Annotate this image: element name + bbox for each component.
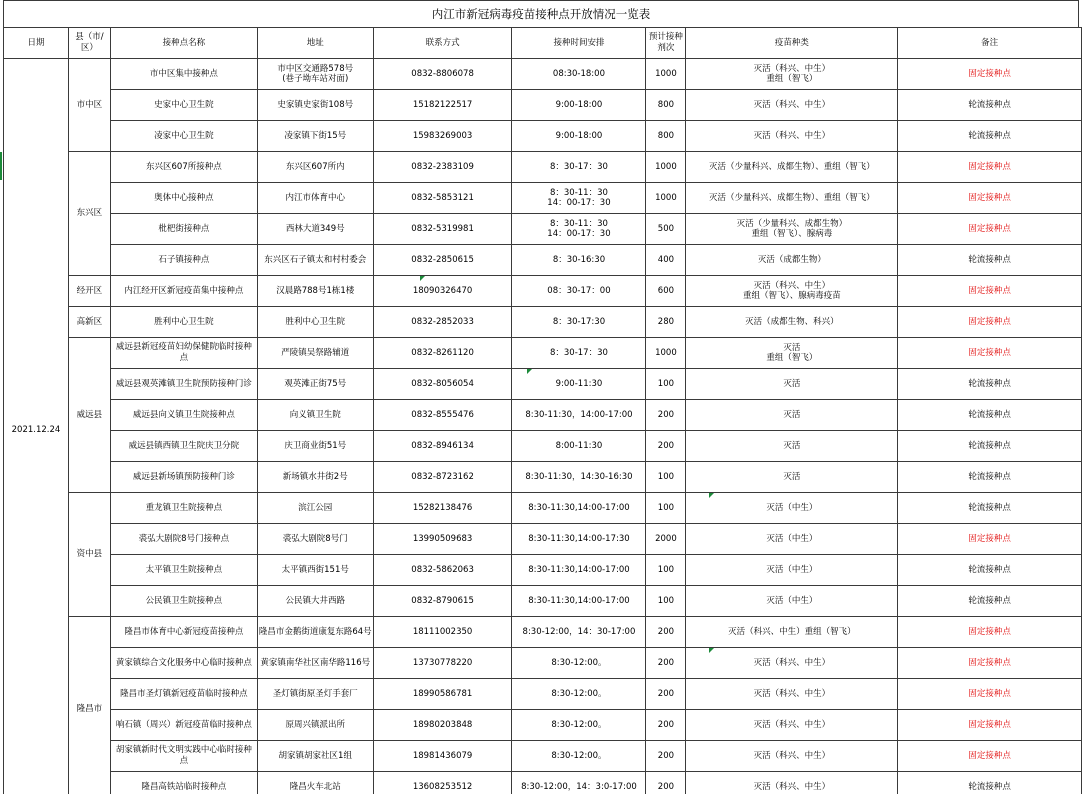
site-name-cell[interactable]: 太平镇卫生院接种点 (110, 555, 257, 586)
address-cell[interactable]: 庆卫商业街51号 (257, 431, 373, 462)
remark-cell[interactable]: 轮流接种点 (898, 245, 1082, 276)
site-name-cell[interactable]: 胜利中心卫生院 (110, 307, 257, 338)
time-cell[interactable]: 8：30-11：30 14：00-17：30 (512, 214, 646, 245)
site-name-cell[interactable]: 威远县镇西镇卫生院庆卫分院 (110, 431, 257, 462)
site-name-cell[interactable]: 隆昌市体育中心新冠疫苗接种点 (110, 617, 257, 648)
address-cell[interactable]: 凌家镇下街15号 (257, 121, 373, 152)
address-cell[interactable]: 胜利中心卫生院 (257, 307, 373, 338)
vaccine-cell[interactable]: 灭活（中生） (686, 586, 898, 617)
header-date[interactable]: 日期 (4, 28, 69, 59)
doses-cell[interactable]: 1000 (646, 183, 686, 214)
vaccine-cell[interactable]: 灭活（科兴、中生） (686, 741, 898, 772)
header-time[interactable]: 接种时间安排 (512, 28, 646, 59)
address-cell[interactable]: 汉晨路788号1栋1楼 (257, 276, 373, 307)
header-doses[interactable]: 预计接种剂次 (646, 28, 686, 59)
county-cell[interactable]: 经开区 (68, 276, 110, 307)
vaccine-cell[interactable]: 灭活（科兴、中生） 重组（智飞） (686, 59, 898, 90)
vaccine-cell[interactable]: 灭活（中生） (686, 555, 898, 586)
remark-cell[interactable]: 固定接种点 (898, 524, 1082, 555)
table-row (4, 276, 1082, 307)
doses-cell[interactable]: 500 (646, 214, 686, 245)
remark-cell[interactable]: 轮流接种点 (898, 555, 1082, 586)
doses-cell[interactable]: 100 (646, 586, 686, 617)
address-cell[interactable]: 圣灯镇街原圣灯手套厂 (257, 679, 373, 710)
table-row (4, 772, 1082, 794)
address-cell[interactable]: 向义镇卫生院 (257, 400, 373, 431)
doses-cell[interactable]: 200 (646, 679, 686, 710)
time-cell[interactable]: 8:30-12:00。 (512, 648, 646, 679)
address-cell[interactable]: 隆昌火车北站 (257, 772, 373, 794)
doses-cell[interactable]: 200 (646, 431, 686, 462)
time-cell[interactable]: 9:00-18:00 (512, 121, 646, 152)
site-name-cell[interactable]: 威远县新场镇预防接种门诊 (110, 462, 257, 493)
site-name-cell[interactable]: 黄家镇综合文化服务中心临时接种点 (110, 648, 257, 679)
phone-cell[interactable]: 15182122517 (373, 90, 512, 121)
time-cell[interactable]: 08：30-17：00 (512, 276, 646, 307)
table-row (4, 524, 1082, 555)
phone-cell[interactable]: 0832-2850615 (373, 245, 512, 276)
site-name-cell[interactable]: 威远县向义镇卫生院接种点 (110, 400, 257, 431)
site-name-cell[interactable]: 重龙镇卫生院接种点 (110, 493, 257, 524)
county-cell[interactable]: 东兴区 (68, 152, 110, 276)
vaccine-cell[interactable]: 灭活 (686, 400, 898, 431)
phone-cell[interactable]: 0832-2852033 (373, 307, 512, 338)
time-cell[interactable]: 8:30-12:00，14：30-17:00 (512, 617, 646, 648)
address-cell[interactable]: 原周兴镇派出所 (257, 710, 373, 741)
address-cell[interactable]: 裘弘大剧院8号门 (257, 524, 373, 555)
phone-cell[interactable]: 0832-8261120 (373, 338, 512, 369)
site-name-cell[interactable]: 内江经开区新冠疫苗集中接种点 (110, 276, 257, 307)
site-name-cell[interactable]: 隆昌高铁站临时接种点 (110, 772, 257, 794)
table-row (4, 648, 1082, 679)
county-cell[interactable]: 市中区 (68, 59, 110, 152)
phone-cell[interactable]: 13990509683 (373, 524, 512, 555)
vaccine-cell[interactable]: 灭活（中生） (686, 493, 898, 524)
cell-comment-indicator-icon (420, 276, 425, 281)
remark-cell[interactable]: 固定接种点 (898, 276, 1082, 307)
phone-cell[interactable]: 18980203848 (373, 710, 512, 741)
table-row (4, 307, 1082, 338)
header-vaccine[interactable]: 疫苗种类 (686, 28, 898, 59)
remark-cell[interactable]: 固定接种点 (898, 338, 1082, 369)
date-cell[interactable]: 2021.12.24 (4, 59, 69, 794)
table-row (4, 214, 1082, 245)
phone-cell[interactable]: 0832-8723162 (373, 462, 512, 493)
time-cell[interactable]: 8:30-12:00。 (512, 741, 646, 772)
phone-cell[interactable]: 0832-8790615 (373, 586, 512, 617)
address-cell[interactable]: 西林大道349号 (257, 214, 373, 245)
vaccine-cell[interactable]: 灭活（科兴、中生）重组（智飞） (686, 617, 898, 648)
doses-cell[interactable]: 800 (646, 90, 686, 121)
site-name-cell[interactable]: 奥体中心接种点 (110, 183, 257, 214)
vaccination-sites-table (3, 27, 1082, 794)
address-cell[interactable]: 东兴区石子镇太和村村委会 (257, 245, 373, 276)
address-cell[interactable]: 新场镇水井街2号 (257, 462, 373, 493)
table-row (4, 59, 1082, 90)
table-row (4, 121, 1082, 152)
address-cell[interactable]: 公民镇大井西路 (257, 586, 373, 617)
time-cell[interactable]: 8:30-11:30,14:00-17:00 (512, 586, 646, 617)
time-cell[interactable]: 8:30-11:30,14:00-17:00 (512, 555, 646, 586)
county-cell[interactable]: 隆昌市 (68, 617, 110, 794)
doses-cell[interactable]: 800 (646, 121, 686, 152)
header-row (4, 28, 1082, 59)
site-name-cell[interactable]: 市中区集中接种点 (110, 59, 257, 90)
doses-cell[interactable]: 100 (646, 493, 686, 524)
table-row (4, 152, 1082, 183)
table-row (4, 617, 1082, 648)
table-row (4, 586, 1082, 617)
table-row (4, 183, 1082, 214)
remark-cell[interactable]: 固定接种点 (898, 617, 1082, 648)
site-name-cell[interactable]: 东兴区607所接种点 (110, 152, 257, 183)
time-cell[interactable]: 8：30-17:30 (512, 307, 646, 338)
remark-cell[interactable]: 固定接种点 (898, 710, 1082, 741)
table-row (4, 90, 1082, 121)
time-cell[interactable]: 8:00-11:30 (512, 431, 646, 462)
vaccine-cell[interactable]: 灭活（科兴、中生） (686, 679, 898, 710)
vaccine-cell[interactable]: 灭活（科兴、中生） (686, 121, 898, 152)
doses-cell[interactable]: 100 (646, 369, 686, 400)
remark-cell[interactable]: 固定接种点 (898, 183, 1082, 214)
doses-cell[interactable]: 200 (646, 710, 686, 741)
table-row (4, 493, 1082, 524)
vaccine-cell[interactable]: 灭活 (686, 462, 898, 493)
table-row (4, 710, 1082, 741)
remark-cell[interactable]: 轮流接种点 (898, 493, 1082, 524)
time-cell[interactable]: 9:00-18:00 (512, 90, 646, 121)
table-row (4, 400, 1082, 431)
doses-cell[interactable]: 200 (646, 741, 686, 772)
table-row (4, 431, 1082, 462)
doses-cell[interactable]: 1000 (646, 59, 686, 90)
phone-cell[interactable]: 18090326470 (373, 276, 512, 307)
phone-cell[interactable]: 18990586781 (373, 679, 512, 710)
site-name-cell[interactable]: 凌家中心卫生院 (110, 121, 257, 152)
time-cell[interactable]: 8:30-12:00，14：3:0-17:00 (512, 772, 646, 794)
phone-cell[interactable]: 0832-2383109 (373, 152, 512, 183)
phone-cell[interactable]: 13730778220 (373, 648, 512, 679)
vaccine-cell[interactable]: 灭活 (686, 431, 898, 462)
time-cell[interactable]: 8:30-12:00。 (512, 710, 646, 741)
header-phone[interactable]: 联系方式 (373, 28, 512, 59)
remark-cell[interactable]: 轮流接种点 (898, 121, 1082, 152)
time-cell[interactable]: 9:00-11:30 (512, 369, 646, 400)
vaccine-cell[interactable]: 灭活（成都生物、科兴） (686, 307, 898, 338)
time-cell[interactable]: 8:30-12:00。 (512, 679, 646, 710)
county-cell[interactable]: 资中县 (68, 493, 110, 617)
remark-cell[interactable]: 轮流接种点 (898, 400, 1082, 431)
header-site[interactable]: 接种点名称 (110, 28, 257, 59)
header-remark[interactable]: 备注 (898, 28, 1082, 59)
site-name-cell[interactable]: 裘弘大剧院8号门接种点 (110, 524, 257, 555)
site-name-cell[interactable]: 威远县观英滩镇卫生院预防接种门诊 (110, 369, 257, 400)
table-row (4, 369, 1082, 400)
doses-cell[interactable]: 200 (646, 648, 686, 679)
doses-cell[interactable]: 1000 (646, 152, 686, 183)
header-address[interactable]: 地址 (257, 28, 373, 59)
table-row (4, 679, 1082, 710)
address-cell[interactable]: 滨江公园 (257, 493, 373, 524)
doses-cell[interactable]: 400 (646, 245, 686, 276)
remark-cell[interactable]: 轮流接种点 (898, 90, 1082, 121)
time-cell[interactable]: 8:30-11:30，14:00-17:00 (512, 400, 646, 431)
table-row (4, 338, 1082, 369)
sheet-title: 内江市新冠病毒疫苗接种点开放情况一览表 (3, 0, 1079, 27)
table-row (4, 245, 1082, 276)
remark-cell[interactable]: 轮流接种点 (898, 462, 1082, 493)
time-cell[interactable]: 8:30-11:30,14:00-17:00 (512, 493, 646, 524)
phone-cell[interactable]: 0832-5319981 (373, 214, 512, 245)
county-cell[interactable]: 高新区 (68, 307, 110, 338)
remark-cell[interactable]: 轮流接种点 (898, 431, 1082, 462)
site-name-cell[interactable]: 石子镇接种点 (110, 245, 257, 276)
address-cell[interactable]: 黄家镇南华社区南华路116号 (257, 648, 373, 679)
phone-cell[interactable]: 15983269003 (373, 121, 512, 152)
vaccine-cell[interactable]: 灭活（少量科兴、成都生物）、重组（智飞） (686, 183, 898, 214)
phone-cell[interactable]: 0832-8946134 (373, 431, 512, 462)
header-county[interactable]: 县（市/区） (68, 28, 110, 59)
site-name-cell[interactable]: 隆昌市圣灯镇新冠疫苗临时接种点 (110, 679, 257, 710)
vaccine-cell[interactable]: 灭活（中生） (686, 524, 898, 555)
doses-cell[interactable]: 1000 (646, 338, 686, 369)
remark-cell[interactable]: 固定接种点 (898, 214, 1082, 245)
phone-cell[interactable]: 0832-5862063 (373, 555, 512, 586)
address-cell[interactable]: 观英滩正街75号 (257, 369, 373, 400)
row-selection-marker (0, 152, 2, 180)
vaccine-cell[interactable]: 灭活 (686, 369, 898, 400)
doses-cell[interactable]: 2000 (646, 524, 686, 555)
vaccine-cell[interactable]: 灭活（少量科兴、成都生物） 重组（智飞）、腺病毒 (686, 214, 898, 245)
doses-cell[interactable]: 600 (646, 276, 686, 307)
cell-comment-indicator-icon (709, 648, 714, 653)
remark-cell[interactable]: 固定接种点 (898, 679, 1082, 710)
table-row (4, 741, 1082, 772)
address-cell[interactable]: 内江市体育中心 (257, 183, 373, 214)
vaccine-cell[interactable]: 灭活（科兴、中生） (686, 648, 898, 679)
address-cell[interactable]: 胡家镇胡家社区1组 (257, 741, 373, 772)
site-name-cell[interactable]: 公民镇卫生院接种点 (110, 586, 257, 617)
site-name-cell[interactable]: 枇杷街接种点 (110, 214, 257, 245)
cell-comment-indicator-icon (709, 493, 714, 498)
doses-cell[interactable]: 100 (646, 555, 686, 586)
vaccine-cell[interactable]: 灭活（科兴、中生） (686, 710, 898, 741)
time-cell[interactable]: 8：30-16:30 (512, 245, 646, 276)
vaccine-cell[interactable]: 灭活（科兴、中生） 重组（智飞）、腺病毒疫苗 (686, 276, 898, 307)
address-cell[interactable]: 史家镇史家街108号 (257, 90, 373, 121)
phone-cell[interactable]: 18111002350 (373, 617, 512, 648)
time-cell[interactable]: 8：30-11：30 14：00-17：30 (512, 183, 646, 214)
doses-cell[interactable]: 280 (646, 307, 686, 338)
table-row (4, 555, 1082, 586)
vaccine-cell[interactable]: 灭活（科兴、中生） (686, 772, 898, 794)
cell-comment-indicator-icon (527, 369, 532, 374)
time-cell[interactable]: 8：30-17：30 (512, 152, 646, 183)
remark-cell[interactable]: 固定接种点 (898, 307, 1082, 338)
address-cell[interactable]: 太平镇西街151号 (257, 555, 373, 586)
site-name-cell[interactable]: 威远县新冠疫苗妇幼保健院临时接种点 (110, 338, 257, 369)
doses-cell[interactable]: 100 (646, 462, 686, 493)
county-cell[interactable]: 威远县 (68, 338, 110, 493)
remark-cell[interactable]: 固定接种点 (898, 152, 1082, 183)
vaccine-cell[interactable]: 灭活（科兴、中生） (686, 90, 898, 121)
address-cell[interactable]: 东兴区607所内 (257, 152, 373, 183)
address-cell[interactable]: 隆昌市金鹅街道康复东路64号 (257, 617, 373, 648)
phone-cell[interactable]: 18981436079 (373, 741, 512, 772)
time-cell[interactable]: 08:30-18:00 (512, 59, 646, 90)
table-row (4, 462, 1082, 493)
vaccine-cell[interactable]: 灭活 重组（智飞） (686, 338, 898, 369)
site-name-cell[interactable]: 史家中心卫生院 (110, 90, 257, 121)
remark-cell[interactable]: 固定接种点 (898, 741, 1082, 772)
time-cell[interactable]: 8:30-11:30,14:00-17:30 (512, 524, 646, 555)
site-name-cell[interactable]: 响石镇（周兴）新冠疫苗临时接种点 (110, 710, 257, 741)
phone-cell[interactable]: 0832-8056054 (373, 369, 512, 400)
remark-cell[interactable]: 轮流接种点 (898, 772, 1082, 794)
site-name-cell[interactable]: 胡家镇新时代文明实践中心临时接种点 (110, 741, 257, 772)
time-cell[interactable]: 8：30-17：30 (512, 338, 646, 369)
doses-cell[interactable]: 200 (646, 400, 686, 431)
phone-cell[interactable]: 15282138476 (373, 493, 512, 524)
remark-cell[interactable]: 固定接种点 (898, 59, 1082, 90)
vaccine-cell[interactable]: 灭活（少量科兴、成都生物）、重组（智飞） (686, 152, 898, 183)
address-cell[interactable]: 市中区交通路578号 (巷子坳车站对面) (257, 59, 373, 90)
time-cell[interactable]: 8:30-11:30，14:30-16:30 (512, 462, 646, 493)
remark-cell[interactable]: 轮流接种点 (898, 586, 1082, 617)
vaccine-cell[interactable]: 灭活（成都生物） (686, 245, 898, 276)
remark-cell[interactable]: 轮流接种点 (898, 369, 1082, 400)
phone-cell[interactable]: 13608253512 (373, 772, 512, 794)
phone-cell[interactable]: 0832-5853121 (373, 183, 512, 214)
phone-cell[interactable]: 0832-8555476 (373, 400, 512, 431)
remark-cell[interactable]: 固定接种点 (898, 648, 1082, 679)
phone-cell[interactable]: 0832-8806078 (373, 59, 512, 90)
doses-cell[interactable]: 200 (646, 617, 686, 648)
doses-cell[interactable]: 200 (646, 772, 686, 794)
address-cell[interactable]: 严陵镇吴祭路辅道 (257, 338, 373, 369)
